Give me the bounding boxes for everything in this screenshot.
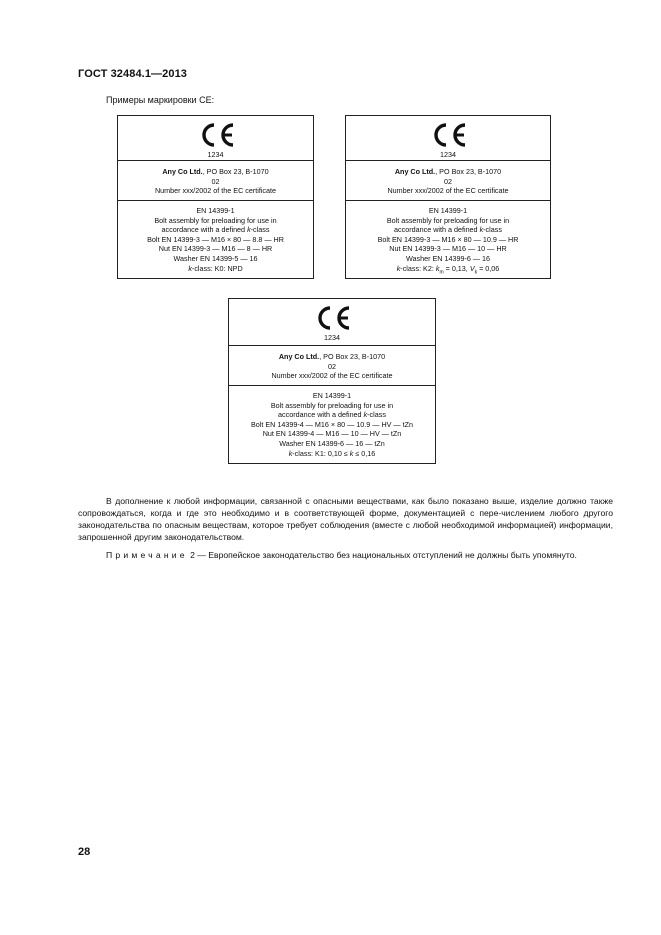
body-paragraph: В дополнение к любой информации, связанной с опасными веществами, как было показано выше, изделие должно также сопровождаться, когда и где это необходимо и в соответствующей форме, документацией с пере-числением любого другого законодательства по опасным веществам, которое требует соблюдения (вместе с любой необходимой информацией) информации, запрошенной другим законодательством. <box>78 496 613 542</box>
specification-section <box>229 386 435 462</box>
ce-marking-example-3 <box>228 298 436 464</box>
year: 02 <box>211 176 220 186</box>
description-line-2: accordance with a defined k-class <box>394 225 502 235</box>
certificate-number: Number xxx/2002 of the EC certificate <box>271 371 393 381</box>
notified-body-number: 1234 <box>440 150 456 159</box>
nut-spec: Nut EN 14399-3 — M16 — 10 — HR <box>389 244 507 254</box>
k-class-spec: k-class: K1: 0,10 ≤ k ≤ 0,16 <box>288 448 376 458</box>
intro-text: Примеры маркировки СЕ: <box>106 95 215 105</box>
description-line-2: accordance with a defined k-class <box>161 225 270 235</box>
manufacturer-section <box>118 161 313 201</box>
company-name: Any Co Ltd. <box>394 167 436 176</box>
ce-marking-example-1 <box>117 115 314 279</box>
washer-spec: Washer EN 14399-6 — 16 — tZn <box>279 438 385 448</box>
bolt-spec: Bolt EN 14399-3 — M16 × 80 — 8.8 — HR <box>147 234 284 244</box>
washer-spec: Washer EN 14399-6 — 16 <box>405 253 491 263</box>
company-name: Any Co Ltd. <box>162 167 203 176</box>
company-address: , PO Box 23, B-1070 <box>319 352 386 361</box>
ce-mark-icon <box>312 305 352 331</box>
description-line-1: Bolt assembly for preloading for use in <box>270 400 394 410</box>
notified-body-number: 1234 <box>324 333 340 342</box>
manufacturer-section <box>346 161 550 201</box>
company-address: , PO Box 23, B-1070 <box>435 167 502 176</box>
k-class-spec: k-class: K0: NPD <box>188 263 243 273</box>
document-header: ГОСТ 32484.1—2013 <box>78 68 188 80</box>
ce-logo-section <box>346 116 550 161</box>
ce-mark-icon <box>428 122 468 148</box>
k-class-spec: k-class: K2: $k_m = 0,13$, $V_k = 0,06$ <box>396 263 500 275</box>
bolt-spec: Bolt EN 14399-3 — M16 × 80 — 10.9 — HR <box>377 234 519 244</box>
certificate-number: Number xxx/2002 of the EC certificate <box>387 186 509 196</box>
manufacturer-section <box>229 346 435 386</box>
description-line-2: accordance with a defined k-class <box>278 410 386 420</box>
nut-spec: Nut EN 14399-4 — M16 — 10 — HV — tZn <box>262 429 402 439</box>
notified-body-number: 1234 <box>207 150 224 159</box>
description-line-1: Bolt assembly for preloading for use in <box>154 215 277 225</box>
ce-marking-example-2 <box>345 115 551 279</box>
specification-section <box>346 201 550 282</box>
company-name: Any Co Ltd. <box>278 352 320 361</box>
year: 02 <box>444 176 452 186</box>
year: 02 <box>328 361 336 371</box>
standard-ref: EN 14399-1 <box>312 391 352 400</box>
note-paragraph <box>78 549 613 561</box>
standard-ref: EN 14399-1 <box>428 206 468 215</box>
company-address: , PO Box 23, B-1070 <box>202 167 269 176</box>
note-label: Примечание <box>106 550 188 560</box>
certificate-number: Number xxx/2002 of the EC certificate <box>154 186 277 196</box>
page-number: 28 <box>78 846 91 858</box>
specification-section <box>118 201 313 277</box>
washer-spec: Washer EN 14399-5 — 16 <box>173 253 258 263</box>
ce-logo-section <box>229 299 435 346</box>
nut-spec: Nut EN 14399-3 — M16 — 8 — HR <box>158 244 273 254</box>
ce-logo-section <box>118 116 313 161</box>
note-text: 2 — Европейское законодательство без национальных отступлений не должны быть упомянуто. <box>187 550 577 560</box>
description-line-1: Bolt assembly for preloading for use in <box>386 215 510 225</box>
standard-ref: EN 14399-1 <box>196 206 235 215</box>
ce-mark-icon <box>196 122 236 148</box>
bolt-spec: Bolt EN 14399-4 — M16 × 80 — 10.9 — HV — tZn <box>251 419 413 429</box>
